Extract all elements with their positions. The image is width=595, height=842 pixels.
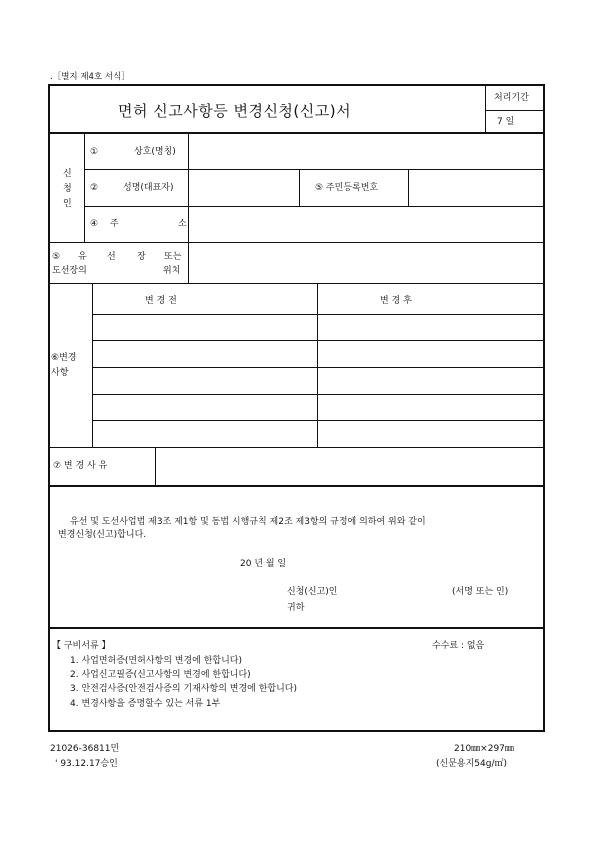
applicant-bottom-line	[49, 242, 544, 243]
business-name-field[interactable]	[190, 135, 543, 168]
location-label-char-2: 선	[107, 252, 116, 262]
id-label-left-divider	[299, 170, 300, 206]
address-field[interactable]	[190, 208, 543, 241]
before-change-field[interactable]	[94, 315, 316, 446]
paper-type: (신문용지54g/㎡)	[436, 759, 507, 769]
processing-period-label: 처리기간	[494, 93, 529, 103]
business-name-number: ①	[90, 147, 99, 157]
addressee-label: 귀하	[287, 603, 305, 613]
declaration-bottom-line	[49, 627, 544, 629]
representative-field[interactable]	[190, 171, 297, 205]
form-number-note: .［별지 제4호 서식］	[50, 72, 130, 82]
id-label-right-divider	[408, 170, 409, 206]
location-bottom-line	[49, 283, 544, 284]
document-item-4: 4. 변경사항을 증명할수 있는 서류 1부	[70, 699, 221, 709]
applicant-row1-line	[85, 169, 544, 170]
paper-size: 210㎜×297㎜	[454, 744, 514, 754]
reason-divider	[155, 448, 156, 485]
applicant-field-divider	[188, 134, 189, 242]
applicant-label-char-3: 인	[63, 199, 72, 209]
resident-number-field[interactable]	[410, 171, 543, 205]
document-item-3: 3. 안전검사증(안전검사증의 기재사항의 변경에 한합니다)	[70, 684, 298, 694]
applicant-row2-line	[85, 206, 544, 207]
location-label-char-3: 장	[137, 252, 146, 262]
title-bottom-line	[49, 132, 544, 134]
changes-label-line2: 사항	[51, 368, 69, 378]
document-item-2: 2. 사업신고필증(신고사항의 변경에 한합니다)	[70, 670, 251, 680]
changes-label-line1: ⑥변경	[51, 353, 77, 363]
location-field[interactable]	[190, 244, 543, 282]
business-name-label: 상호(명칭)	[134, 147, 176, 157]
applicant-label-divider	[84, 134, 85, 242]
address-number: ④	[90, 219, 99, 229]
processing-period-value: 7 일	[497, 117, 515, 127]
change-reason-label: ⑦ 변 경 사 유	[53, 461, 108, 471]
required-documents-header: 【 구비서류 】	[52, 641, 111, 651]
location-label-line2b: 위치	[163, 266, 181, 276]
address-label-char-2: 소	[178, 219, 187, 229]
declaration-line2: 변경신청(신고)합니다.	[58, 530, 147, 540]
representative-number: ②	[90, 183, 99, 193]
location-label-char-1: 유	[78, 252, 87, 262]
processing-divider	[485, 85, 486, 133]
applicant-label-char-1: 신	[63, 169, 72, 179]
location-label-or: 또는	[164, 252, 182, 262]
application-date: 20 년 월 일	[240, 559, 287, 569]
changes-bottom-line	[49, 447, 544, 448]
applicant-label-char-2: 청	[63, 184, 72, 194]
signature-note: (서명 또는 인)	[452, 587, 509, 597]
change-reason-field[interactable]	[157, 449, 543, 484]
location-label-line2a: 도선장의	[52, 266, 87, 276]
location-divider	[188, 243, 189, 283]
address-label-char-1: 주	[110, 219, 119, 229]
document-item-1: 1. 사업면허증(면허사항의 변경에 한합니다)	[70, 656, 242, 666]
form-code: 21026-36811민	[50, 744, 120, 754]
fee-label: 수수료 : 없음	[432, 641, 485, 651]
form-title: 면허 신고사항등 변경신청(신고)서	[118, 102, 352, 120]
changes-column-divider	[317, 284, 318, 447]
resident-number-label: ⑤ 주민등록번호	[315, 183, 379, 193]
processing-inner-line	[485, 110, 544, 111]
declaration-line1: 유선 및 도선사업법 제3조 제1항 및 동법 시행규칙 제2조 제3항의 규정에 의하여 위와 같이	[70, 517, 426, 527]
after-change-header: 변 경 후	[380, 296, 412, 306]
approval-date: ' 93.12.17승인	[55, 759, 118, 769]
changes-label-divider	[92, 284, 93, 447]
reason-bottom-line	[49, 485, 544, 487]
after-change-field[interactable]	[319, 315, 543, 446]
before-change-header: 변 경 전	[145, 296, 177, 306]
applicant-signature-label: 신청(신고)인	[287, 587, 338, 597]
location-label-num: ⑤	[52, 252, 61, 262]
representative-label: 성명(대표자)	[123, 183, 174, 193]
